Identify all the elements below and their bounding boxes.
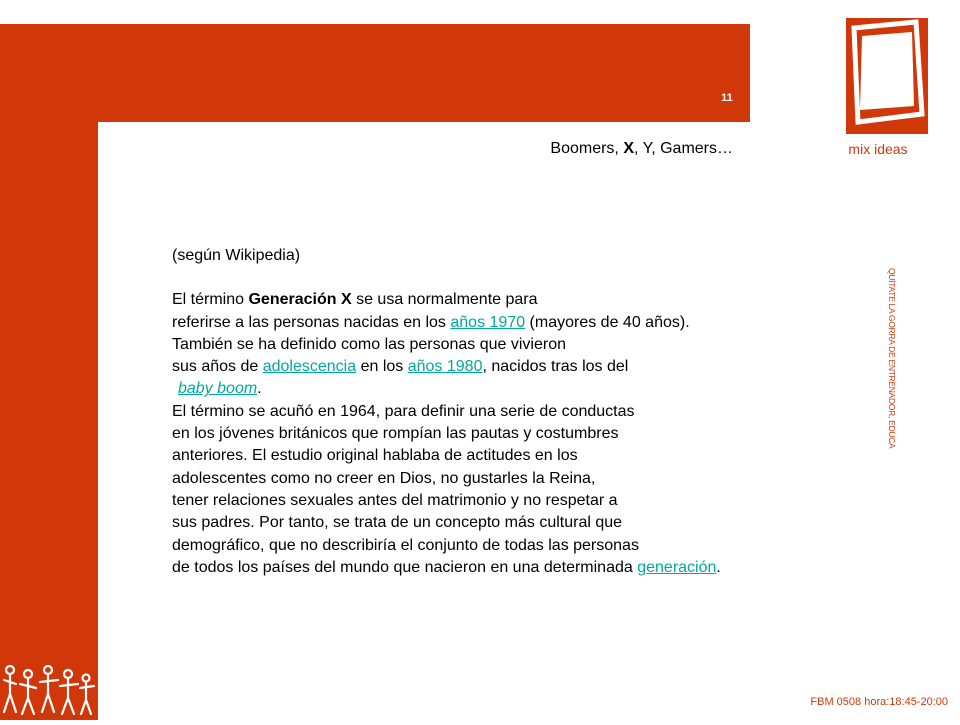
text-line: demográfico, que no describiría el conjunto de todas las personas [172, 536, 639, 554]
text-line: anteriores. El estudio original hablaba de actitudes en los [172, 447, 578, 465]
text-line: en los jóvenes británicos que rompían las pautas y costumbres [172, 425, 619, 443]
link-anos-1970[interactable]: años 1970 [450, 313, 526, 331]
vertical-caption: QUÍTATE LA GORRA DE ENTRENADOR, EDUCA [887, 268, 897, 449]
text-line: tener relaciones sexuales antes del matrimonio y no respetar a [172, 491, 618, 509]
link-adolescencia[interactable]: adolescencia [262, 358, 357, 376]
text-line: El término Generación X se usa normalmente para [172, 291, 538, 309]
title-part: Boomers, [550, 140, 624, 157]
slide-title [470, 140, 733, 158]
text-line: de todos los países del mundo que nacieron en una determinada generación. [172, 558, 721, 576]
title-bold-part: X [623, 140, 634, 157]
text-line: referirse a las personas nacidas en los años 1970 (mayores de 40 años). [172, 313, 690, 331]
people-figures-icon [0, 660, 98, 720]
link-generacion[interactable]: generación [637, 558, 717, 576]
brand-logo-icon [846, 18, 928, 134]
text-line: baby boom. [178, 380, 262, 398]
text-line: sus padres. Por tanto, se trata de un concepto más cultural que [172, 514, 623, 532]
text-line: El término se acuñó en 1964, para definir una serie de conductas [172, 402, 635, 420]
link-baby-boom[interactable]: baby boom [178, 380, 258, 398]
footer-note: FBM 0508 hora:18:45-20:00 [810, 696, 948, 708]
header-band [0, 24, 750, 122]
page-number: 11 [721, 92, 733, 104]
source-line: (según Wikipedia) [172, 247, 301, 264]
brand-label: mix ideas [848, 141, 908, 157]
text-line: adolescentes como no creer en Dios, no gustarles la Reina, [172, 469, 596, 487]
text-line: sus años de adolescencia en los años 1980, nacidos tras los del [172, 358, 629, 376]
text-line: También se ha definido como las personas que vivieron [172, 335, 567, 353]
link-anos-1980[interactable]: años 1980 [407, 358, 483, 376]
body-text [172, 245, 852, 579]
title-part: , Y, Gamers… [634, 140, 733, 157]
sidebar-band [0, 122, 98, 720]
